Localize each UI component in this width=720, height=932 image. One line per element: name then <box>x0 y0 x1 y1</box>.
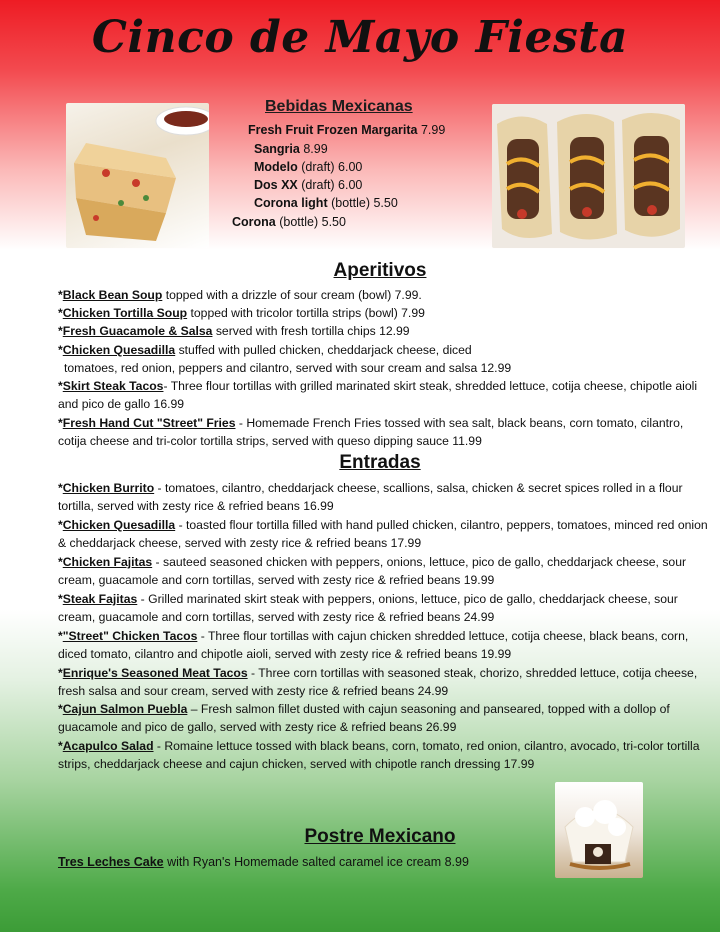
menu-item: *Fresh Hand Cut "Street" Fries - Homemade French Fries tossed with sea salt, black beans, corn tomato, cilantro, cotija cheese and tri-color tortilla strips, served with queso dipping sauce 11.99 <box>58 416 684 448</box>
quesadilla-photo <box>66 103 209 248</box>
drink-item: Modelo (draft) 6.00 <box>254 160 363 174</box>
menu-item: *Enrique's Seasoned Meat Tacos - Three corn tortillas with seasoned steak, chorizo, shredded lettuce, cotija cheese, fresh salsa and sour cream, served with zesty rice & refried beans 24.99 <box>58 666 698 698</box>
dessert-heading: Postre Mexicano <box>304 826 456 847</box>
menu-item: *Acapulco Salad - Romaine lettuce tossed with black beans, corn, tomato, red onion, cilantro, avocado, tri-color tortilla strips, cheddarjack cheese and cajun chicken, served with chipotle ranch dressing 17.99 <box>58 739 700 771</box>
menu-item: *Chicken Burrito - tomatoes, cilantro, cheddarjack cheese, scallions, salsa, chicken & secret spices rolled in a flour tortilla, served with zesty rice & refried beans 16.99 <box>58 481 683 513</box>
drink-item: Sangria 8.99 <box>254 142 328 156</box>
menu-item: *Skirt Steak Tacos- Three flour tortillas with grilled marinated skirt steak, shredded lettuce, cotija cheese, chipotle aioli and pico de gallo 16.99 <box>58 379 698 411</box>
menu-item: *Chicken Fajitas - sauteed seasoned chicken with peppers, onions, lettuce, pico de gallo, cheddarjack cheese, sour cream, guacamole and corn tortillas, served with zesty rice & refried beans 19.99 <box>58 555 687 587</box>
menu-item: *Fresh Guacamole & Salsa served with fresh tortilla chips 12.99 <box>58 324 410 338</box>
menu-item: *Chicken Quesadilla stuffed with pulled chicken, cheddarjack cheese, diced <box>58 343 472 357</box>
menu-item-continued: tomatoes, red onion, peppers and cilantro, served with sour cream and salsa 12.99 <box>64 361 512 375</box>
menu-item: *Chicken Tortilla Soup topped with tricolor tortilla strips (bowl) 7.99 <box>58 306 425 320</box>
menu-item: *"Street" Chicken Tacos - Three flour tortillas with cajun chicken shredded lettuce, cotija cheese, black beans, corn, diced tomato, cilantro and chipotle aioli, served with zesty rice & refried beans 19.99 <box>58 629 689 661</box>
drink-item: Dos XX (draft) 6.00 <box>254 178 363 192</box>
drink-item: Corona (bottle) 5.50 <box>232 215 346 229</box>
menu-item: *Cajun Salmon Puebla – Fresh salmon fillet dusted with cajun seasoning and panseared, topped with a dollop of guacamole and pico de gallo, served with zesty rice & refried beans 26.99 <box>58 702 670 734</box>
dessert-item: Tres Leches Cake with Ryan's Homemade salted caramel ice cream 8.99 <box>58 855 469 869</box>
menu-item: *Black Bean Soup topped with a drizzle of sour cream (bowl) 7.99. <box>58 288 422 302</box>
menu-item: *Chicken Quesadilla - toasted flour tortilla filled with hand pulled chicken, cilantro, peppers, tomatoes, minced red onion & cheddarjack cheese, served with zesty rice & refried beans 17.99 <box>58 518 708 550</box>
menu-title: Cinco de Mayo Fiesta <box>91 12 629 63</box>
entrees-heading: Entradas <box>339 452 421 473</box>
drinks-heading: Bebidas Mexicanas <box>265 98 413 115</box>
street-tacos-photo <box>492 104 685 248</box>
appetizers-heading: Aperitivos <box>333 260 427 281</box>
menu-item: *Steak Fajitas - Grilled marinated skirt steak with peppers, onions, lettuce, pico de gallo, cheddarjack cheese, sour cream, guacamole and corn tortillas, served with zesty rice & refried beans 24.99 <box>58 592 678 624</box>
drink-item: Corona light (bottle) 5.50 <box>254 196 398 210</box>
drink-item: Fresh Fruit Frozen Margarita 7.99 <box>248 123 446 137</box>
